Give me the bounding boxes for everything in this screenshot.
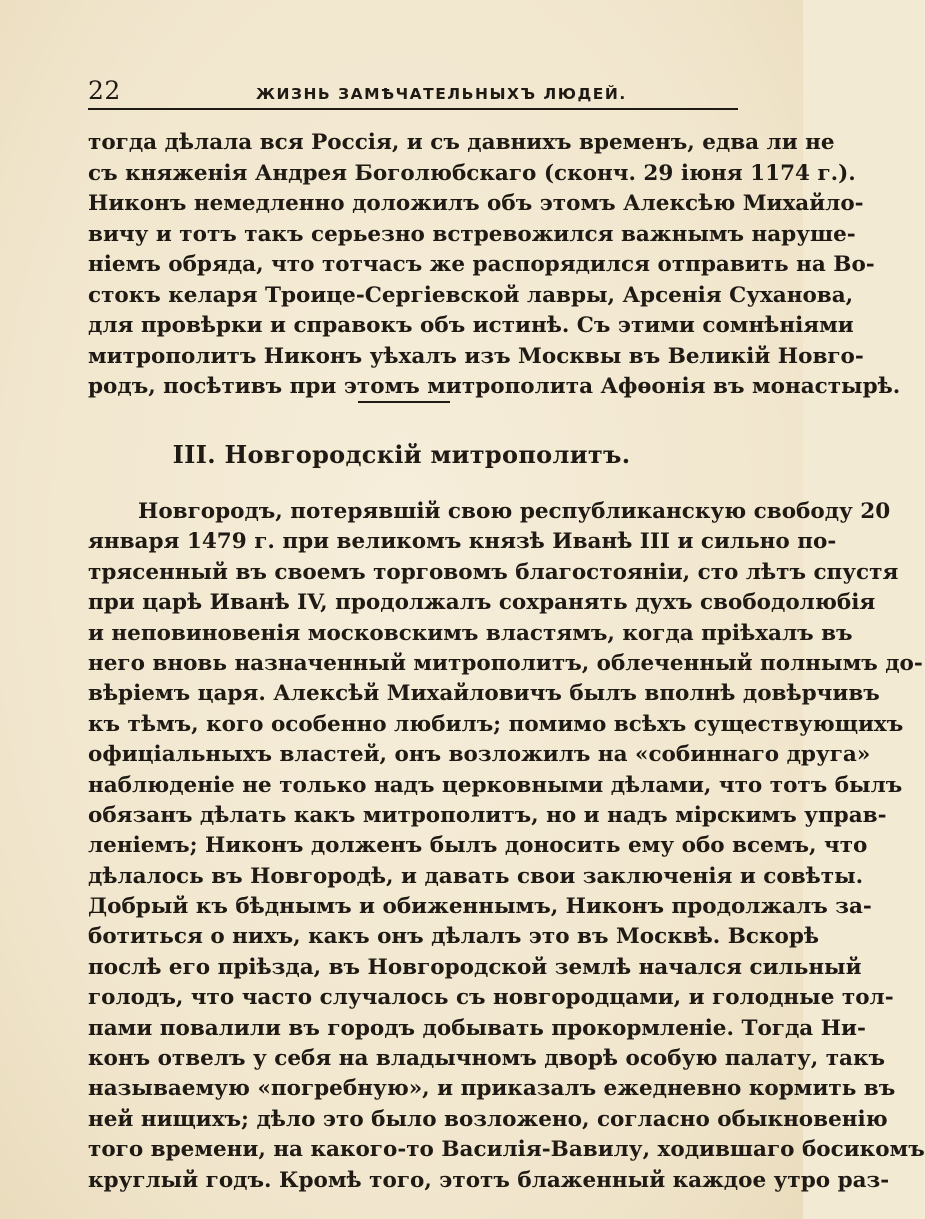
text-line: родъ, посѣтивъ при этомъ митрополита Афѳонія въ монастырѣ. — [88, 374, 901, 399]
text-line: Новгородъ, потерявшій свою республиканскую свободу 20 — [138, 499, 891, 524]
running-title: ЖИЗНЬ ЗАМѢЧАТЕЛЬНЫХЪ ЛЮДЕЙ. — [256, 85, 627, 103]
text-line: для провѣрки и справокъ объ истинѣ. Съ этими сомнѣніями — [88, 313, 854, 338]
text-line: января 1479 г. при великомъ князѣ Иванѣ III и сильно по- — [88, 529, 837, 555]
text-line: вичу и тотъ такъ серьезно встревожился важнымъ наруше- — [88, 221, 856, 247]
text-line: голодъ, что часто случалось съ новгородцами, и голодные тол- — [88, 985, 894, 1011]
text-line: Добрый къ бѣднымъ и обиженнымъ, Никонъ продолжалъ за- — [88, 894, 872, 920]
text-line: конъ отвелъ у себя на владычномъ дворѣ особую палату, такъ — [88, 1046, 885, 1072]
text-line: обязанъ дѣлать какъ митрополитъ, но и надъ мірскимъ управ- — [88, 802, 887, 828]
text-line: къ тѣмъ, кого особенно любилъ; помимо всѣхъ существующихъ — [88, 711, 904, 737]
text-line: митрополитъ Никонъ уѣхалъ изъ Москвы въ Великій Новго- — [88, 343, 864, 369]
text-line: тогда дѣлала вся Россія, и съ давнихъ временъ, едва ли не — [88, 130, 835, 155]
text-line: него вновь назначенный митрополитъ, облеченный полнымъ до- — [88, 650, 923, 676]
text-line: при царѣ Иванѣ IV, продолжалъ сохранять духъ свободолюбія — [88, 590, 876, 616]
text-line: Никонъ немедленно доложилъ объ этомъ Алексѣю Михайло- — [88, 191, 864, 216]
text-line: офиціальныхъ властей, онъ возложилъ на «собиннаго друга» — [88, 742, 871, 768]
text-line: дѣлалось въ Новгородѣ, и давать свои заключенія и совѣты. — [88, 863, 864, 889]
text-line: пами повалили въ городъ добывать прокормленіе. Тогда Ни- — [88, 1015, 866, 1041]
text-line: и неповиновенія московскимъ властямъ, когда пріѣхалъ въ — [88, 620, 853, 646]
section-divider — [358, 401, 450, 403]
text-line: стокъ келаря Троице-Сергіевской лавры, Арсенія Суханова, — [88, 282, 854, 308]
text-line: круглый годъ. Кромѣ того, этотъ блаженный каждое утро раз- — [88, 1167, 890, 1193]
text-line: трясенный въ своемъ торговомъ благостояніи, сто лѣтъ спустя — [88, 559, 899, 585]
header-rule — [88, 108, 738, 110]
text-line: съ княженія Андрея Боголюбскаго (сконч. 29 іюня 1174 г.). — [88, 160, 856, 186]
text-line: ніемъ обряда, что тотчасъ же распорядился отправить на Во- — [88, 252, 875, 277]
section-heading: III. Новгородскій митрополитъ. — [172, 440, 631, 469]
text-line: наблюденіе не только надъ церковными дѣлами, что тотъ былъ — [88, 772, 903, 798]
text-line: леніемъ; Никонъ долженъ былъ доносить ему обо всемъ, что — [88, 833, 868, 859]
text-line: ботиться о нихъ, какъ онъ дѣлалъ это въ Москвѣ. Вскорѣ — [88, 924, 820, 950]
text-line: вѣріемъ царя. Алексѣй Михайловичъ былъ вполнѣ довѣрчивъ — [88, 681, 880, 707]
text-line: послѣ его пріѣзда, въ Новгородской землѣ начался сильный — [88, 954, 862, 980]
page-number: 22 — [88, 76, 121, 105]
paragraph-continued — [88, 128, 901, 403]
page-header — [88, 74, 738, 110]
paragraph — [88, 497, 925, 1196]
text-line: называемую «погребную», и приказалъ ежедневно кормить въ — [88, 1076, 896, 1102]
text-line: того времени, на какого-то Василія-Вавилу, ходившаго босикомъ — [88, 1137, 925, 1163]
text-line: ней нищихъ; дѣло это было возложено, согласно обыкновенію — [88, 1106, 888, 1132]
